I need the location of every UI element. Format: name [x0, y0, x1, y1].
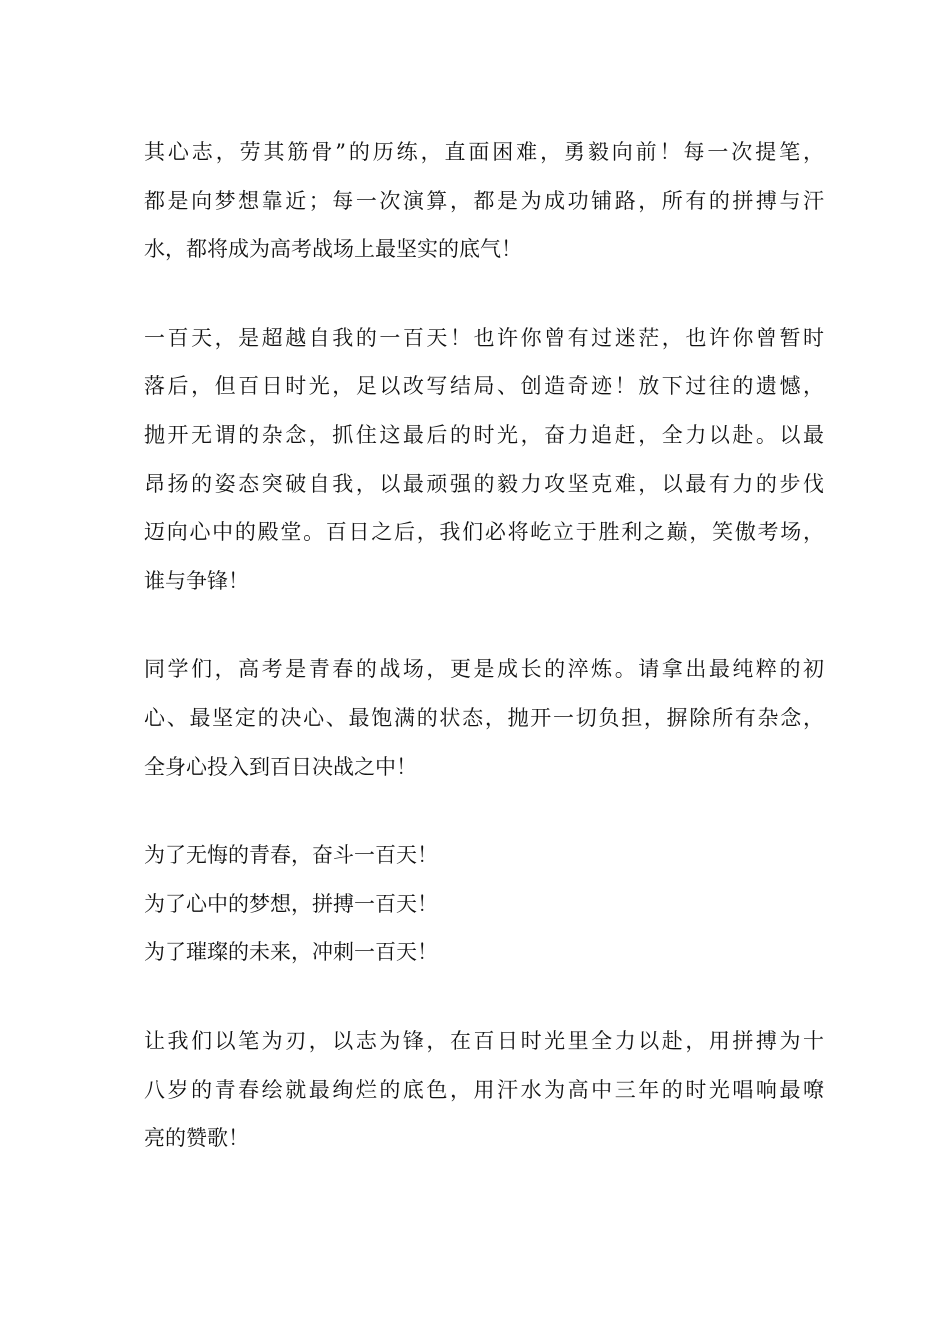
text-line: 其心志，劳其筋骨”的历练，直面困难，勇毅向前！每一次提笔，: [144, 140, 824, 164]
text-line: 昂扬的姿态突破自我，以最顽强的毅力攻坚克难，以最有力的步伐: [144, 471, 824, 496]
slogan-line: 为了璀璨的未来，冲刺一百天！: [144, 940, 438, 965]
text-line: 谁与争锋！: [144, 568, 249, 593]
text-line: 迈向心中的殿堂。百日之后，我们必将屹立于胜利之巅，笑傲考场，: [144, 520, 824, 545]
text-line: 亮的赞歌！: [144, 1126, 249, 1151]
paragraph-perseverance: [144, 128, 824, 274]
paragraph-classmates: [144, 645, 824, 791]
paragraph-hundred-days: [144, 314, 824, 606]
document-body: [144, 128, 824, 1203]
slogan-line: 为了无悔的青春，奋斗一百天！: [144, 843, 438, 868]
paragraph-closing: [144, 1017, 824, 1163]
text-line: 心、最坚定的决心、最饱满的状态，抛开一切负担，摒除所有杂念，: [144, 705, 824, 730]
text-line: 落后，但百日时光，足以改写结局、创造奇迹！放下过往的遗憾，: [144, 374, 824, 399]
text-line: 抛开无谓的杂念，抓住这最后的时光，奋力追赶，全力以赴。以最: [144, 422, 824, 447]
slogan-line: 为了心中的梦想，拼搏一百天！: [144, 891, 438, 916]
text-line: 水，都将成为高考战场上最坚实的底气！: [144, 237, 522, 262]
text-line: 都是向梦想靠近；每一次演算，都是为成功铺路，所有的拼搏与汗: [144, 188, 824, 213]
text-line: 同学们，高考是青春的战场，更是成长的淬炼。请拿出最纯粹的初: [144, 657, 824, 682]
text-line: 全身心投入到百日决战之中！: [144, 754, 417, 779]
paragraph-slogans: [144, 831, 824, 977]
text-line: 八岁的青春绘就最绚烂的底色，用汗水为高中三年的时光唱响最嘹: [144, 1077, 824, 1102]
text-line: 让我们以笔为刃，以志为锋，在百日时光里全力以赴，用拼搏为十: [144, 1028, 824, 1053]
text-line: 一百天，是超越自我的一百天！也许你曾有过迷茫，也许你曾暂时: [144, 325, 824, 350]
